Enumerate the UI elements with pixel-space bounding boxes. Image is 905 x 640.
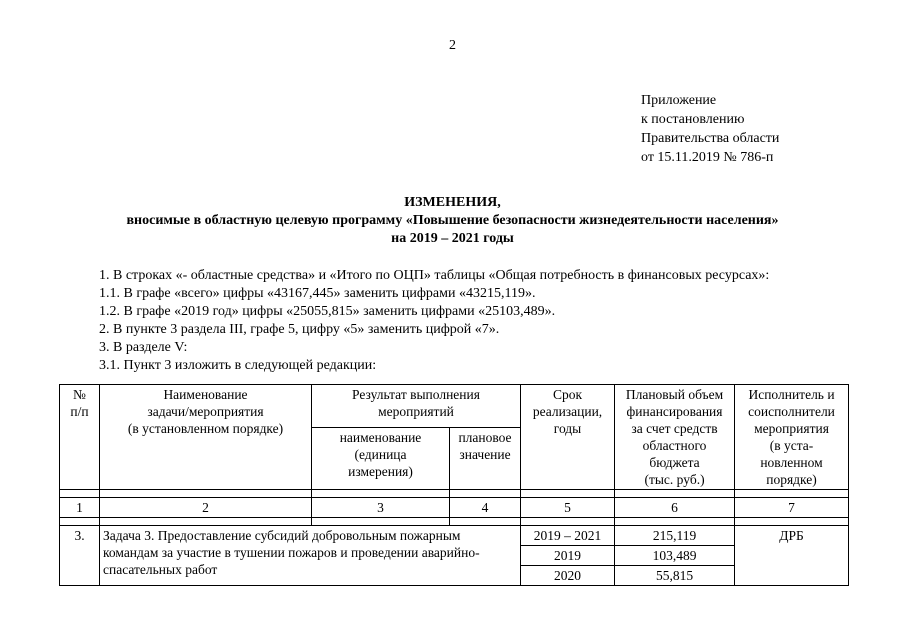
column-number: 4 (450, 498, 521, 518)
appendix-line: Правительства области (641, 131, 780, 146)
header-volume: Плановый объем финансирования за счет средств областного бюджета (тыс. руб.) (615, 385, 735, 490)
program-table (59, 384, 849, 586)
task-description: Задача 3. Предоставление субсидий добровольным пожарным командам за участие в тушении пожаров и проведении аварийно-спасательных работ (100, 526, 521, 586)
table-header-row (60, 385, 849, 428)
amendment-item: 2. В пункте 3 раздела III, графе 5, цифру «5» заменить цифрой «7». (99, 322, 500, 337)
appendix-line: от 15.11.2019 № 786-п (641, 150, 774, 165)
amendment-item: 1.2. В графе «2019 год» цифры «25055,815» заменить цифрами «25103,489». (99, 304, 556, 319)
period-term: 2019 (521, 546, 615, 566)
column-number: 1 (60, 498, 100, 518)
header-term: Срок реализации, годы (521, 385, 615, 490)
header-result-plan: плановое значение (450, 427, 521, 489)
header-executor: Исполнитель и соисполнители мероприятия (в уста- новленном порядке) (735, 385, 849, 490)
column-number-row (60, 498, 849, 518)
amendment-item: 1.1. В графе «всего» цифры «43167,445» заменить цифрами «43215,119». (99, 286, 536, 301)
column-number: 7 (735, 498, 849, 518)
period-amount: 55,815 (615, 566, 735, 586)
appendix-line: к постановлению (641, 112, 745, 127)
period-term: 2020 (521, 566, 615, 586)
table-gap (60, 518, 849, 526)
row-number: 3. (60, 526, 100, 586)
column-number: 6 (615, 498, 735, 518)
header-result: Результат выполнения мероприятий (312, 385, 521, 428)
amendment-item: 3.1. Пункт 3 изложить в следующей редакции: (99, 358, 377, 373)
table-gap (60, 490, 849, 498)
amendment-item: 3. В разделе V: (99, 340, 188, 355)
heading-years: на 2019 – 2021 годы (391, 231, 514, 246)
executor: ДРБ (735, 526, 849, 586)
page-number: 2 (449, 38, 456, 53)
header-task-name: Наименование задачи/мероприятия (в установленном порядке) (100, 385, 312, 490)
document-heading (0, 194, 905, 248)
heading-subtitle: вносимые в областную целевую программу «Повышение безопасности жизнедеятельности населения» (126, 213, 779, 228)
column-number: 2 (100, 498, 312, 518)
table-row (60, 526, 849, 546)
amendment-list (99, 267, 769, 375)
period-amount: 215,119 (615, 526, 735, 546)
period-term: 2019 – 2021 (521, 526, 615, 546)
heading-title: ИЗМЕНЕНИЯ, (404, 195, 501, 210)
appendix-line: Приложение (641, 93, 717, 108)
column-number: 3 (312, 498, 450, 518)
header-num: № п/п (60, 385, 100, 490)
appendix-block (641, 91, 779, 167)
column-number: 5 (521, 498, 615, 518)
period-amount: 103,489 (615, 546, 735, 566)
amendment-item: 1. В строках «- областные средства» и «Итого по ОЦП» таблицы «Общая потребность в финансовых ресурсах»: (99, 268, 770, 283)
header-result-unit: наименование (единица измерения) (312, 427, 450, 489)
